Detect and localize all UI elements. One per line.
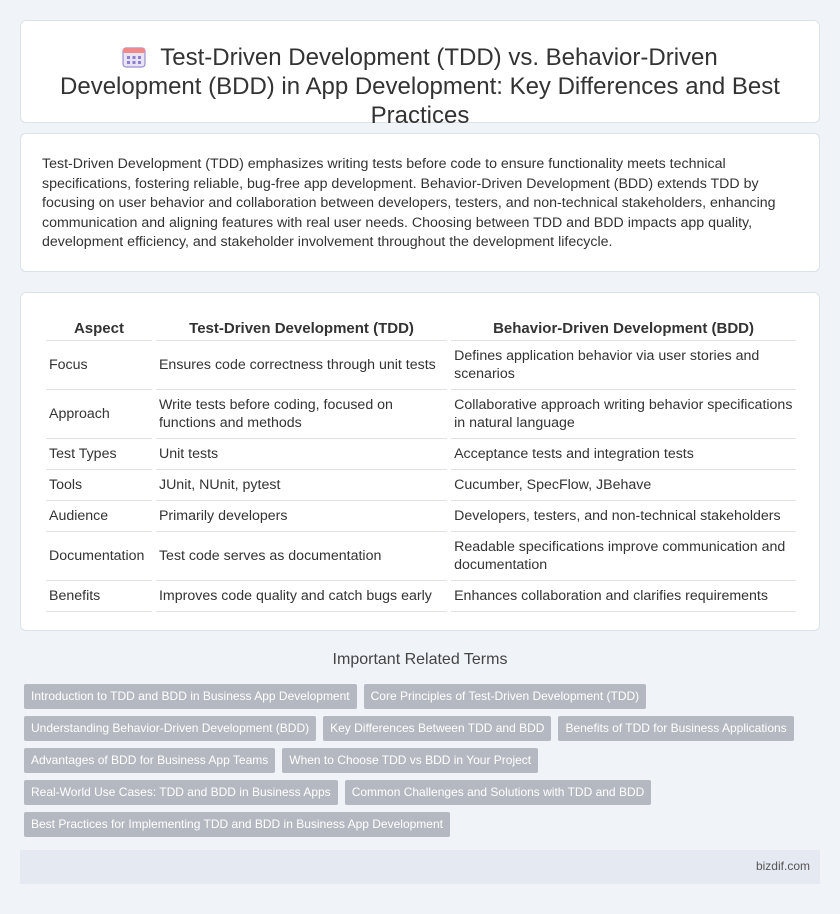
table-row (46, 532, 796, 581)
header-aspect: Aspect (46, 314, 152, 341)
tdd-cell: Ensures code correctness through unit tests (156, 341, 447, 390)
aspect-cell: Test Types (46, 439, 152, 470)
aspect-cell: Benefits (46, 581, 152, 612)
bdd-cell: Developers, testers, and non-technical stakeholders (451, 501, 796, 532)
tdd-cell: Improves code quality and catch bugs early (156, 581, 447, 612)
table-row (46, 390, 796, 439)
related-term-tag[interactable]: Benefits of TDD for Business Applications (558, 716, 793, 741)
page-title-wrap (51, 43, 789, 130)
comparison-table (42, 314, 800, 612)
tdd-cell: Write tests before coding, focused on functions and methods (156, 390, 447, 439)
bdd-cell: Acceptance tests and integration tests (451, 439, 796, 470)
tdd-cell: Primarily developers (156, 501, 447, 532)
bdd-cell: Cucumber, SpecFlow, JBehave (451, 470, 796, 501)
table-header-row (46, 314, 796, 341)
related-term-tag[interactable]: Core Principles of Test-Driven Development (TDD) (364, 684, 647, 709)
tdd-cell: Unit tests (156, 439, 447, 470)
page-title: Test-Driven Development (TDD) vs. Behavior-Driven Development (BDD) in App Development: Key Differences and Best Practices (60, 44, 780, 129)
bdd-cell: Defines application behavior via user stories and scenarios (451, 341, 796, 390)
footer-site-link[interactable]: bizdif.com (755, 859, 810, 873)
bdd-cell: Enhances collaboration and clarifies requirements (451, 581, 796, 612)
table-row (46, 470, 796, 501)
footer (20, 850, 820, 884)
comparison-card (20, 292, 820, 631)
related-term-tag[interactable]: Common Challenges and Solutions with TDD and BDD (345, 780, 652, 805)
aspect-cell: Tools (46, 470, 152, 501)
header-bdd: Behavior-Driven Development (BDD) (451, 314, 796, 341)
bdd-cell: Readable specifications improve communication and documentation (451, 532, 796, 581)
title-card (20, 20, 820, 129)
related-terms-heading: Important Related Terms (332, 651, 508, 668)
intro-paragraph: Test-Driven Development (TDD) emphasizes writing tests before code to ensure functionality meets technical specifications, fostering reliable, bug-free app development. Behavior-Driven Development (BDD) extends TDD by focusing on user behavior and collaboration between developers, testers, and non-technical stakeholders, enhancing communication and aligning features with real user needs. Choosing between TDD and BDD impacts app quality, development efficiency, and stakeholder involvement throughout the development lifecycle. (42, 156, 776, 251)
table-row (46, 341, 796, 390)
aspect-cell: Audience (46, 501, 152, 532)
aspect-cell: Approach (46, 390, 152, 439)
related-term-tag[interactable]: Introduction to TDD and BDD in Business App Development (24, 684, 357, 709)
table-row (46, 501, 796, 532)
related-term-tag[interactable]: Best Practices for Implementing TDD and BDD in Business App Development (24, 812, 450, 837)
bdd-cell: Collaborative approach writing behavior specifications in natural language (451, 390, 796, 439)
aspect-cell: Focus (46, 341, 152, 390)
related-term-tag[interactable]: Real-World Use Cases: TDD and BDD in Business Apps (24, 780, 338, 805)
table-row (46, 439, 796, 470)
intro-card (20, 133, 820, 272)
calendar-icon (122, 46, 146, 68)
related-term-tag[interactable]: Advantages of BDD for Business App Teams (24, 748, 275, 773)
related-term-tag[interactable]: Key Differences Between TDD and BDD (323, 716, 551, 741)
tdd-cell: Test code serves as documentation (156, 532, 447, 581)
aspect-cell: Documentation (46, 532, 152, 581)
related-term-tag[interactable]: When to Choose TDD vs BDD in Your Project (282, 748, 538, 773)
related-term-tag[interactable]: Understanding Behavior-Driven Development (BDD) (24, 716, 316, 741)
table-row (46, 581, 796, 612)
tdd-cell: JUnit, NUnit, pytest (156, 470, 447, 501)
header-tdd: Test-Driven Development (TDD) (156, 314, 447, 341)
related-terms-list (24, 684, 804, 844)
